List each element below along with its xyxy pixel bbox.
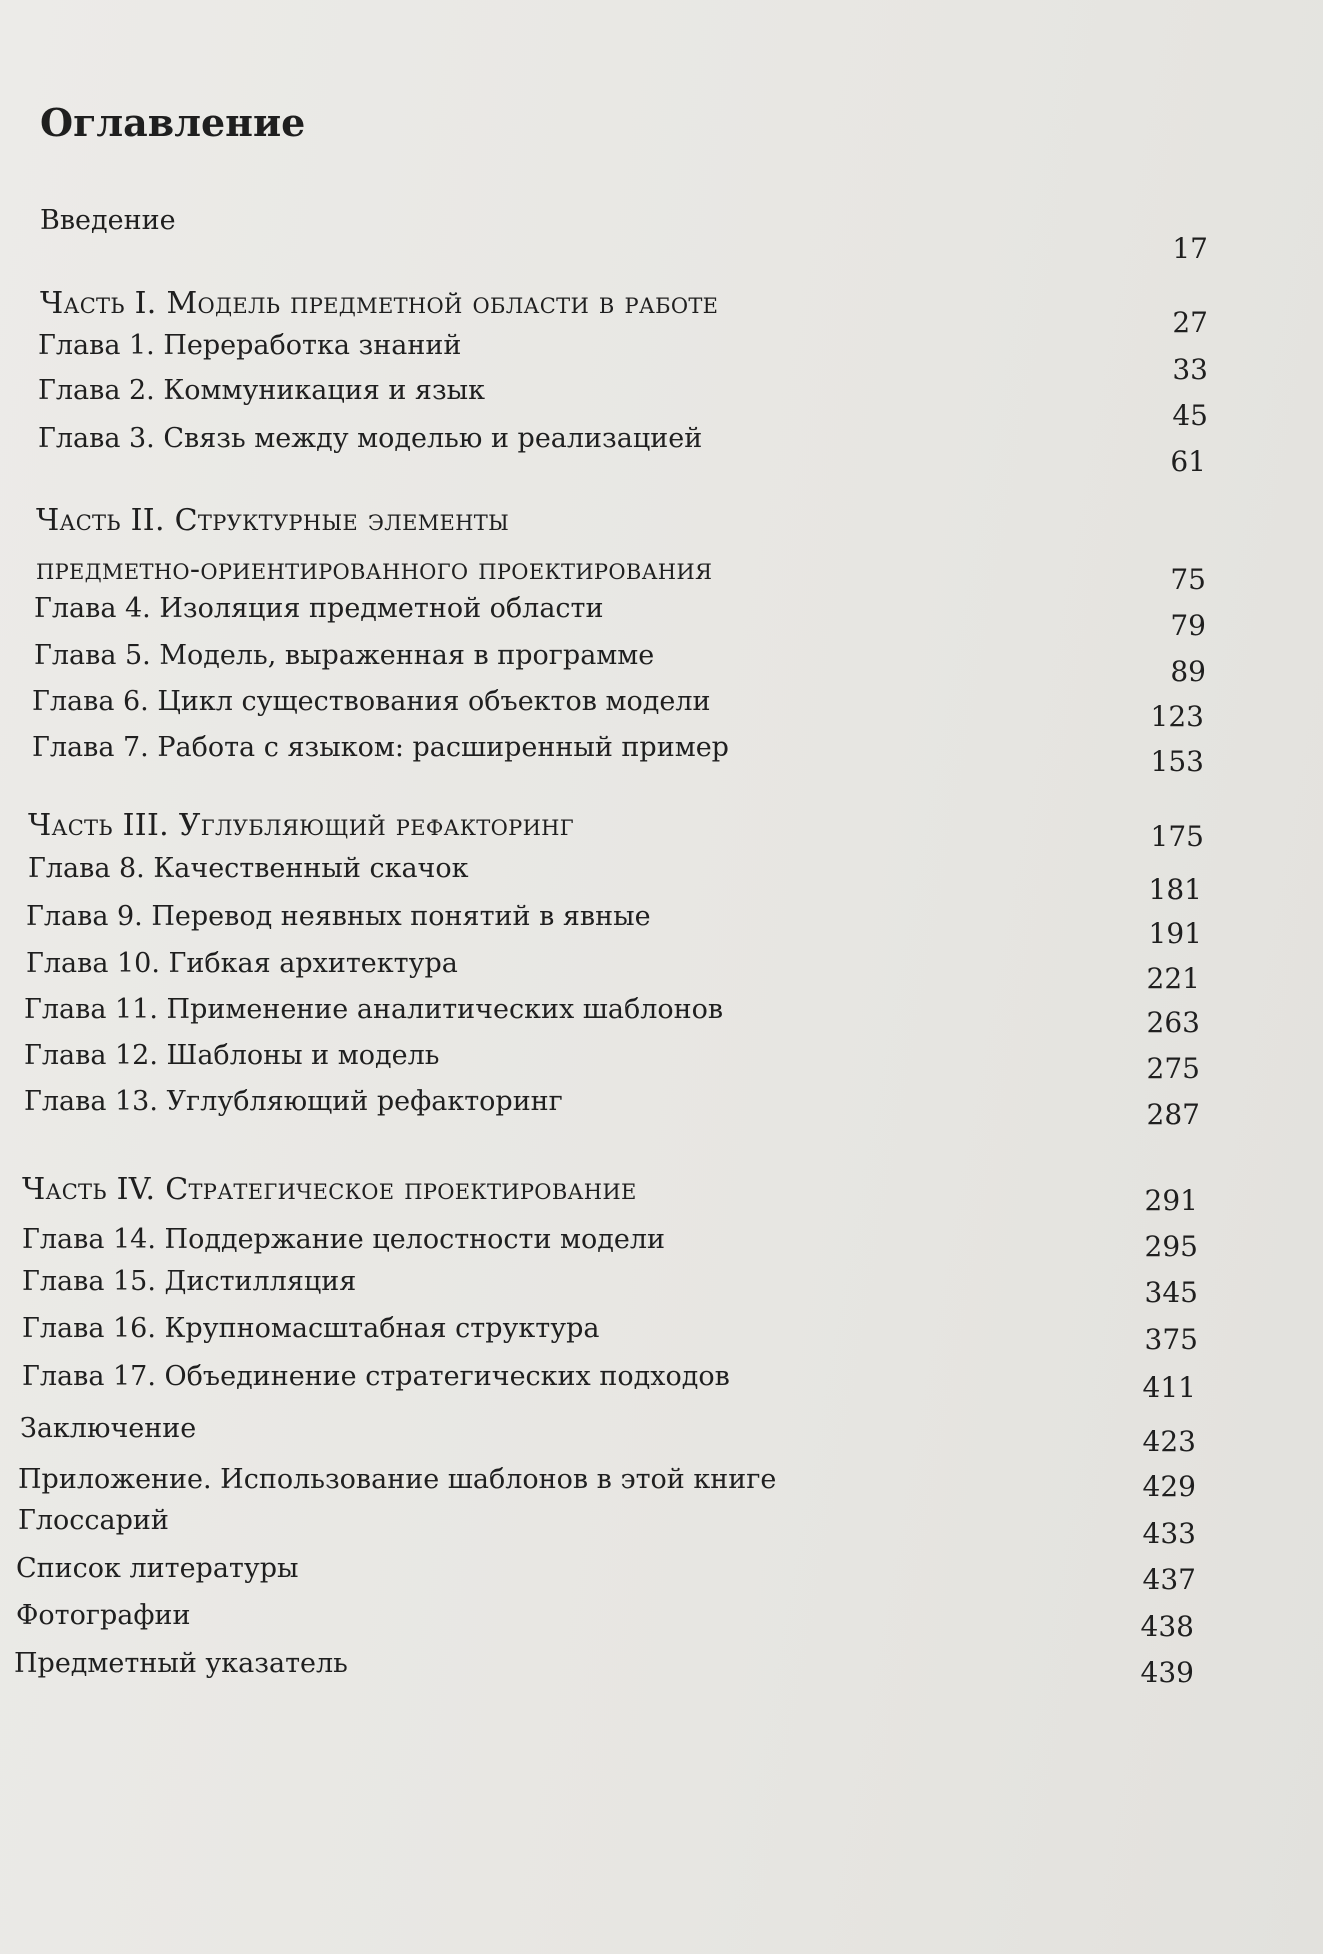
toc-entry-page: 291 [1144,1184,1198,1217]
toc-entry [0,1313,1323,1356]
toc-entry [0,609,1323,649]
toc-entry [0,1086,1323,1131]
toc-entry [0,232,1323,272]
toc-entry-label: Глава 8. Качественный скачок [28,853,469,884]
toc-entry-page: 295 [1144,1230,1198,1263]
toc-entry [0,901,1323,950]
toc-part-heading [0,808,1323,853]
toc-entry-page: 429 [1142,1470,1196,1503]
toc-entry [0,700,1323,740]
toc-entry [0,1040,1323,1085]
toc-entry [0,1600,1323,1643]
toc-entry-page: 375 [1144,1323,1198,1356]
toc-entry-label: Приложение. Использование шаблонов в этой книге [18,1464,777,1495]
toc-entry [0,353,1323,393]
toc-entry-page: 181 [1148,873,1202,906]
toc-entry [0,1413,1323,1458]
toc-entry-label: Предметный указатель [14,1648,348,1679]
toc-entry-label: Глава 17. Объединение стратегических подходов [22,1361,730,1392]
toc-entry [0,1361,1323,1404]
toc-entry-page: 221 [1146,962,1200,995]
toc-entry-page: 175 [1150,820,1204,853]
page-title: Оглавление [40,100,306,145]
toc-entry-label: Заключение [20,1413,197,1444]
toc-entry-label: Глава 6. Цикл существования объектов модели [32,686,711,717]
toc-entry [0,655,1323,695]
toc-entry [0,1648,1323,1688]
toc-entry [0,853,1323,906]
toc-entry-label: Глава 13. Углубляющий рефакторинг [24,1086,563,1117]
toc-entry [0,994,1323,1039]
toc-entry-label: Глава 3. Связь между моделью и реализацией [38,423,703,454]
toc-entry-page: 45 [1172,399,1208,432]
toc-entry [0,1224,1323,1264]
toc-entry-page: 411 [1142,1371,1196,1404]
toc-entry-page: 89 [1170,655,1206,688]
toc-entry [0,1464,1323,1504]
toc-part-heading [0,503,1323,543]
toc-entry-page: 423 [1142,1425,1196,1458]
toc-entry-label: предметно-ориентированного проектирования [36,552,713,587]
toc-entry-page: 287 [1146,1098,1200,1131]
toc-entry-page: 191 [1148,917,1202,950]
toc-entry-label: Глава 12. Шаблоны и модель [24,1040,440,1071]
toc-entry-label: Глава 14. Поддержание целостности модели [22,1224,666,1255]
toc-entry [0,399,1323,439]
toc-entry-page: 275 [1146,1052,1200,1085]
toc-entry-label: Глава 4. Изоляция предметной области [34,593,604,624]
toc-entry-page: 123 [1150,700,1204,733]
toc-entry-label: Часть I. Модель предметной области в работе [40,286,719,321]
toc-entry-page: 433 [1142,1517,1196,1550]
toc-entry [0,1553,1323,1596]
toc-entry [0,445,1323,485]
toc-entry-page: 345 [1144,1276,1198,1309]
toc-entry-page: 75 [1170,563,1206,596]
toc-entry-page: 439 [1140,1656,1194,1689]
toc-entry [0,948,1323,995]
toc-entry [0,563,1323,603]
toc-entry-label: Глава 11. Применение аналитических шаблонов [24,994,724,1025]
toc-entry [0,745,1323,785]
toc-entry-label: Часть II. Структурные элементы [36,503,510,538]
toc-entry-page: 438 [1140,1610,1194,1643]
toc-entry-page: 79 [1170,609,1206,642]
toc-entry-page: 27 [1172,306,1208,339]
toc-entry-page: 437 [1142,1563,1196,1596]
toc-entry-label: Список литературы [16,1553,299,1584]
toc-entry-label: Глава 9. Перевод неявных понятий в явные [26,901,651,932]
toc-entry-page: 61 [1170,445,1206,478]
toc-entry-label: Глава 10. Гибкая архитектура [26,948,458,979]
toc-entry-label: Глава 5. Модель, выраженная в программе [34,640,655,671]
toc-entry-page: 17 [1172,232,1208,265]
toc-entry [0,1266,1323,1309]
toc-entry-label: Глава 2. Коммуникация и язык [38,375,486,406]
toc-entry [0,1505,1323,1550]
toc-entry-page: 263 [1146,1006,1200,1039]
toc-entry [0,306,1323,346]
toc-entry-label: Глоссарий [18,1505,169,1536]
toc-entry-label: Часть III. Углубляющий рефакторинг [28,808,574,843]
toc-entry-page: 153 [1150,745,1204,778]
toc-part-heading [0,1172,1323,1217]
toc-entry-label: Глава 7. Работа с языком: расширенный пример [32,732,729,763]
toc-entry-label: Часть IV. Стратегическое проектирование [22,1172,637,1207]
toc-entry-label: Глава 16. Крупномасштабная структура [22,1313,600,1344]
toc-entry-label: Глава 15. Дистилляция [22,1266,357,1297]
toc-entry-label: Введение [40,205,176,236]
toc-entry-label: Фотографии [16,1600,191,1631]
toc-entry-page: 33 [1172,353,1208,386]
toc-entry-label: Глава 1. Переработка знаний [38,330,462,361]
